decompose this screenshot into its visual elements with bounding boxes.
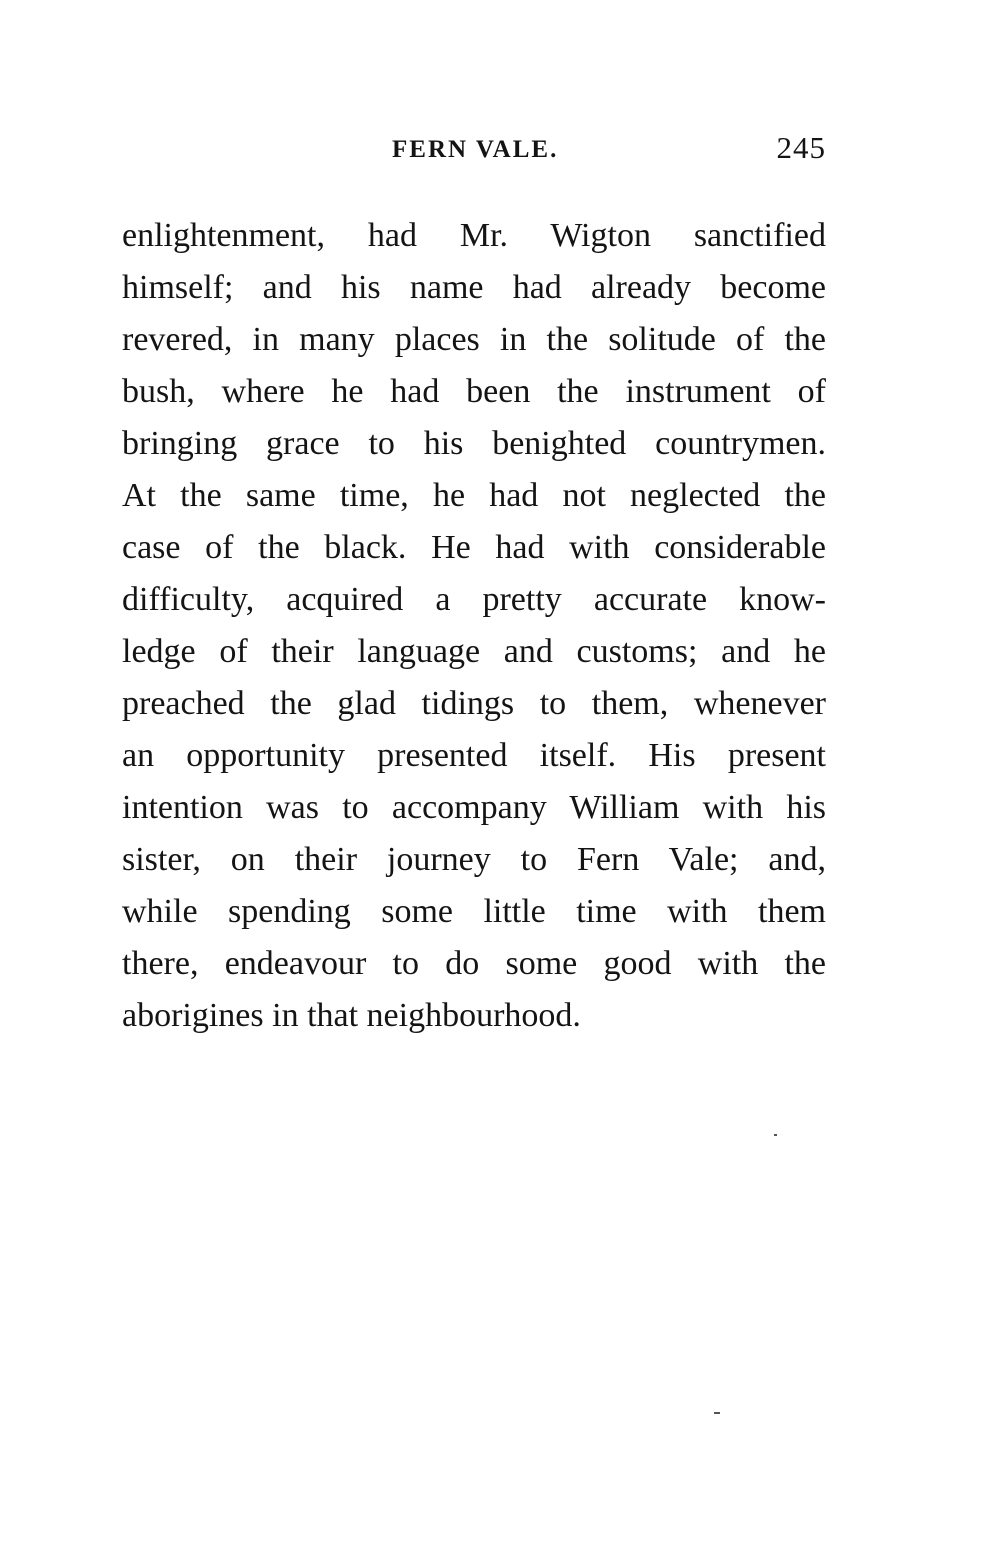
text-line: revered, in many places in the solitude of the (122, 321, 826, 358)
text-line: case of the black. He had with considerable (122, 529, 826, 566)
text-line: bringing grace to his benighted countrymen. (122, 425, 826, 462)
running-title: FERN VALE. (392, 136, 559, 163)
text-line: while spending some little time with them (122, 893, 826, 930)
text-line: bush, where he had been the instrument of (122, 373, 826, 410)
page-number: 245 (776, 130, 826, 165)
body-text (122, 210, 826, 1042)
text-line: difficulty, acquired a pretty accurate know- (122, 581, 826, 618)
text-line: enlightenment, had Mr. Wigton sanctified (122, 217, 826, 254)
text-line: aborigines in that neighbourhood. (122, 997, 581, 1034)
text-line: ledge of their language and customs; and he (122, 633, 826, 670)
text-line: himself; and his name had already become (122, 269, 826, 306)
text-line: intention was to accompany William with his (122, 789, 826, 826)
text-line: an opportunity presented itself. His present (122, 737, 826, 774)
text-line: At the same time, he had not neglected the (122, 477, 826, 514)
running-head (122, 130, 826, 170)
text-line: there, endeavour to do some good with the (122, 945, 826, 982)
text-line: preached the glad tidings to them, whenever (122, 685, 826, 722)
scan-speck (714, 1412, 720, 1414)
text-line: sister, on their journey to Fern Vale; and, (122, 841, 826, 878)
scan-speck (774, 1134, 777, 1136)
